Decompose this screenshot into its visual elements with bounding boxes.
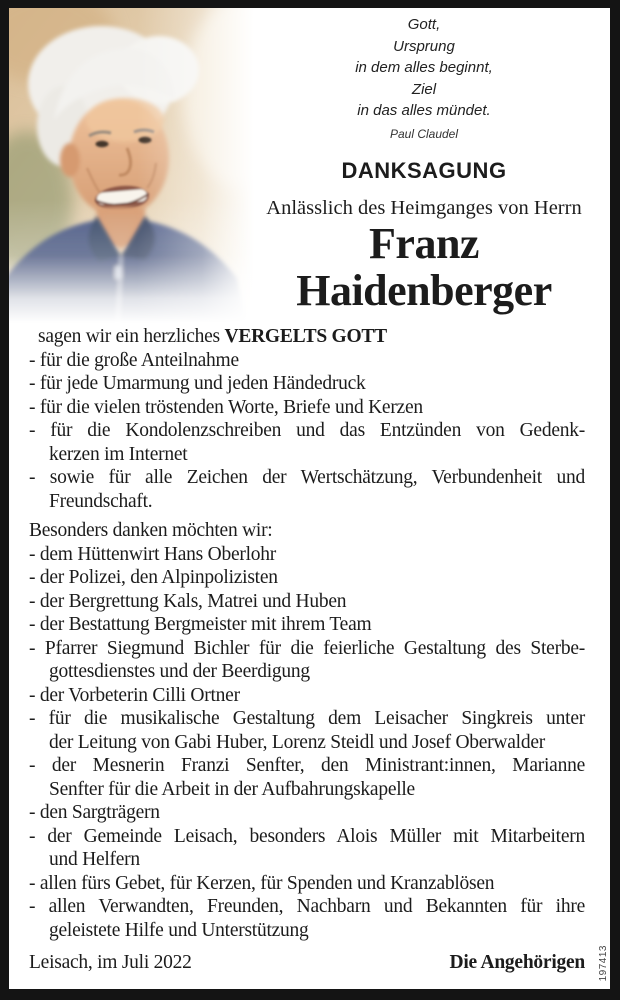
quote-line: in dem alles beginnt,	[355, 59, 493, 76]
quote-line: Gott,	[407, 16, 441, 33]
list-item	[29, 613, 585, 637]
list-item-line: gottesdienstes und der Beerdigung	[49, 661, 310, 682]
quote-line: Ziel	[411, 80, 437, 98]
list-item	[29, 637, 585, 684]
list-item	[29, 396, 585, 420]
intro-line	[29, 325, 585, 349]
deceased-last-name: Haidenberger	[296, 265, 552, 315]
thanks-list-special	[29, 543, 585, 943]
quote-line: Ursprung	[393, 37, 455, 55]
list-item-line: - der Bergrettung Kals, Matrei und Huben	[29, 590, 347, 612]
list-item-line: - der Gemeinde Leisach, besonders Alois Müller mit Mitarbeitern	[29, 825, 585, 847]
header-column	[247, 8, 601, 314]
portrait-illustration	[9, 8, 267, 323]
list-item	[29, 566, 585, 590]
list-item-line: - der Polizei, den Alpinpolizisten	[29, 567, 278, 588]
place-date: Leisach, im Juli 2022	[29, 952, 192, 973]
list-item-line: der Leitung von Gabi Huber, Lorenz Steidl und Josef Oberwalder	[49, 731, 545, 753]
list-item-line: - allen Verwandten, Freunden, Nachbarn und Bekannten für ihre	[29, 896, 585, 917]
list-item-line: und Helfern	[49, 849, 140, 870]
list-item	[29, 543, 585, 567]
list-item-line: geleistete Hilfe und Unterstützung	[49, 919, 309, 941]
quote-attribution: Paul Claudel	[389, 126, 459, 141]
list-item-line: Freundschaft.	[49, 490, 153, 512]
list-item-line: - Pfarrer Siegmund Bichler für die feierliche Gestaltung des Sterbe-	[29, 637, 585, 659]
list-item-line: - der Mesnerin Franzi Senfter, den Ministrant:innen, Marianne	[29, 755, 585, 776]
list-item-line: Senfter für die Arbeit in der Aufbahrungskapelle	[49, 778, 415, 800]
subtitle: Anlässlich des Heimganges von Herrn	[266, 196, 582, 219]
list-item-line: - für die große Anteilnahme	[29, 349, 239, 371]
list-item-line: - allen fürs Gebet, für Kerzen, für Spenden und Kranzablösen	[29, 872, 495, 894]
list-item-line: kerzen im Internet	[49, 443, 188, 465]
list-item	[29, 754, 585, 801]
list-item-line: - für die Kondolenzschreiben und das Entzünden von Gedenk-	[29, 420, 585, 441]
list-item-line: - sowie für alle Zeichen der Wertschätzung, Verbundenheit und	[29, 467, 585, 488]
list-item-line: - dem Hüttenwirt Hans Oberlohr	[29, 543, 277, 565]
list-item-line: - für die musikalische Gestaltung dem Leisacher Singkreis unter	[29, 708, 585, 729]
signature: Die Angehörigen	[449, 952, 585, 973]
special-thanks-heading: Besonders danken möchten wir:	[29, 520, 273, 541]
deceased-first-name: Franz	[369, 218, 479, 268]
list-item	[29, 349, 585, 373]
memorial-quote	[247, 8, 601, 122]
thanks-list-general	[29, 349, 585, 514]
list-item	[29, 684, 585, 708]
side-reference-number: 197413	[598, 944, 609, 981]
quote-line: in das alles mündet.	[357, 102, 491, 119]
list-item-line: - der Bestattung Bergmeister mit ihrem Team	[29, 614, 372, 635]
vergelts-gott-emphasis: VERGELTS GOTT	[224, 326, 387, 347]
list-item	[29, 825, 585, 872]
list-item	[29, 707, 585, 754]
list-item	[29, 372, 585, 396]
danksagung-title: DANKSAGUNG	[341, 157, 507, 183]
list-item-line: - der Vorbeterin Cilli Ortner	[29, 684, 240, 706]
list-item-line: - den Sargträgern	[29, 802, 160, 823]
body-text	[29, 325, 585, 975]
list-item	[29, 419, 585, 466]
list-item-line: - für jede Umarmung und jeden Händedruck	[29, 373, 366, 394]
list-item	[29, 801, 585, 825]
list-item	[29, 466, 585, 513]
list-item	[29, 590, 585, 614]
intro-prefix: sagen wir ein herzliches	[38, 326, 225, 347]
memorial-card-paper	[9, 8, 610, 989]
footer	[29, 951, 585, 975]
list-item-line: - für die vielen tröstenden Worte, Briefe und Kerzen	[29, 396, 423, 418]
list-item	[29, 872, 585, 896]
deceased-name	[247, 220, 601, 314]
portrait-photo	[9, 8, 267, 323]
list-item	[29, 895, 585, 942]
